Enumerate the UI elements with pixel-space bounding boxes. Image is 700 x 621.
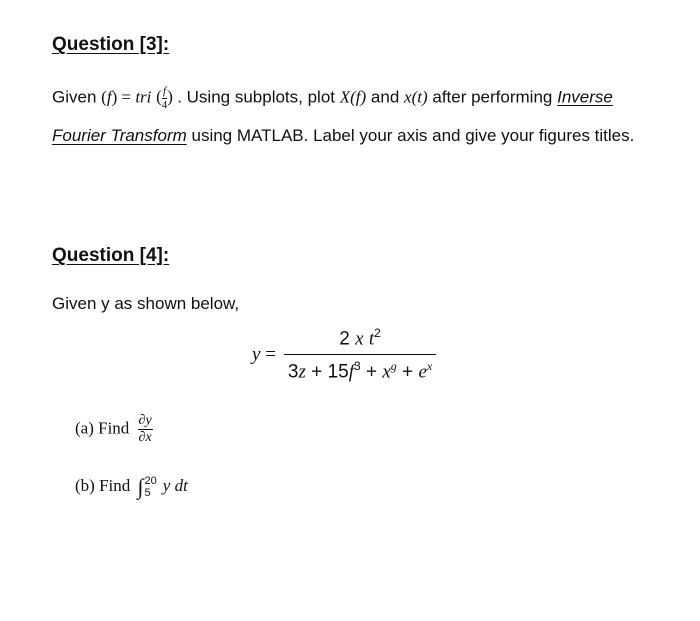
X-of-f: X(f) [339, 87, 367, 107]
dy-dx-fraction [138, 414, 153, 445]
integral-limits [145, 475, 157, 499]
part-a-label: (a) Find [75, 418, 130, 438]
text-after-performing: after performing [432, 87, 553, 107]
inverse-text: Inverse [557, 87, 613, 107]
and-text: and [370, 87, 400, 107]
integral-symbol: ∫ [137, 474, 144, 499]
dy-numerator: ∂y [138, 413, 152, 428]
integral-body: y dt [162, 475, 188, 495]
f-over-4-fraction: $\frac{f}{4}$ [161, 85, 168, 111]
question-3-line-2 [52, 126, 634, 146]
equation-numerator: 2 x $t^2$ [284, 326, 436, 355]
given-text: Given [52, 87, 97, 107]
integral-lower-limit: 5 [144, 487, 151, 499]
tri-function: tri [135, 87, 152, 107]
y-equation [252, 326, 436, 384]
question-3-heading: Question [3]: [52, 34, 170, 55]
text-using-subplots: . Using subplots, plot [177, 87, 336, 107]
fourier-transform-text: Fourier Transform [52, 126, 187, 145]
part-b-label: (b) Find [75, 475, 131, 495]
equation-fraction [284, 326, 436, 384]
integral-upper-limit: 20 [144, 474, 157, 487]
question-4-heading: Question [4]: [52, 245, 170, 266]
text-using-matlab: using MATLAB. Label your axis and give your figures titles. [191, 126, 635, 145]
equation-denominator: $3z + 15f^3 + x^g + e^x$ [287, 359, 433, 383]
equation-lhs: y = [252, 343, 276, 365]
x-of-t: x(t) [404, 87, 428, 107]
question-4-intro: Given y as shown below, [52, 294, 240, 313]
dx-denominator: ∂x [138, 430, 152, 445]
part-a [75, 414, 153, 445]
paren-open: (f) = [101, 87, 132, 107]
tri-argument: ( $\frac{f}{4}$ ) [156, 85, 173, 111]
part-b [75, 474, 188, 500]
question-3-line-1 [52, 86, 613, 111]
